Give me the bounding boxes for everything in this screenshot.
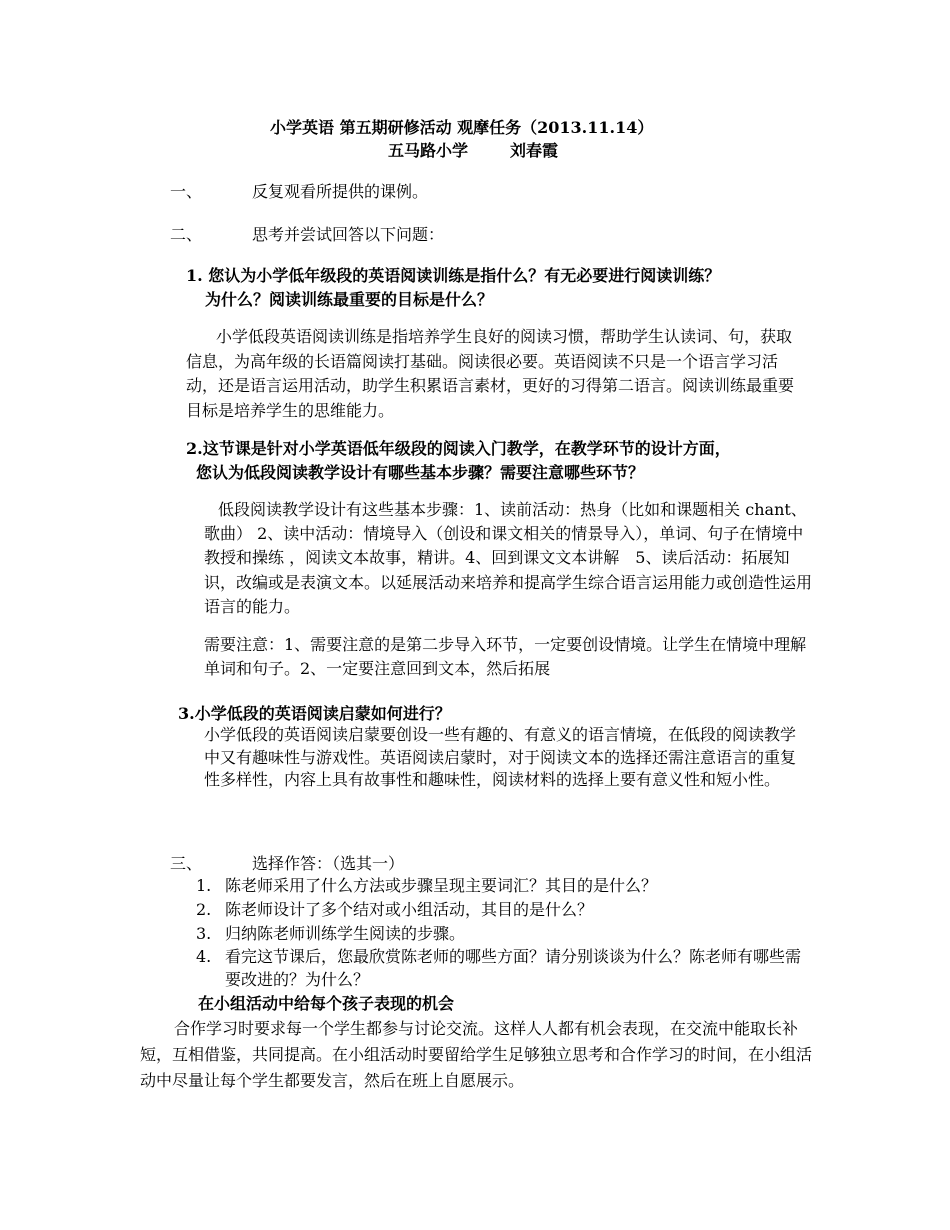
choice-item: 陈老师采用了什么方法或步骤呈现主要词汇？其目的是什么？ [225, 876, 658, 895]
choice-number: 3. [196, 924, 212, 943]
section2-marker: 二、 [170, 225, 203, 244]
section3-marker: 三、 [170, 854, 203, 873]
question1-line2: 为什么？阅读训练最重要的目标是什么？ [205, 290, 494, 309]
answer-paragraph: 合作学习时要求每一个学生都参与讨论交流。这样人人都有机会表现，在交流中能取长补短，互相借鉴，共同提高。在小组活动时要留给学生足够独立思考和合作学习的时间，在小组活动中尽量让每个学生都要发言，然后在班上自愿展示。 [140, 1019, 813, 1090]
document-title: 小学英语 第五期研修活动 观摩任务（2013.11.14） [270, 118, 654, 137]
section2-text: 思考并尝试回答以下问题： [252, 225, 445, 244]
question1-answer: 小学低段英语阅读训练是指培养学生良好的阅读习惯，帮助学生认读词、句，获取信息，为高年级的长语篇阅读打基础。阅读很必要。英语阅读不只是一个语言学习活动，还是语言运用活动，助学生积累语言素材，更好的习得第二语言。阅读训练最重要目标是培养学生的思维能力。 [186, 327, 795, 420]
section1-marker: 一、 [170, 182, 203, 201]
section1-text: 反复观看所提供的课例。 [252, 182, 429, 201]
choice-number: 4. [196, 947, 212, 966]
choice-number: 1. [196, 876, 212, 895]
choice-number: 2. [196, 900, 212, 919]
question3-line1: 3.小学低段的英语阅读启蒙如何进行？ [178, 704, 451, 723]
choice-item: 陈老师设计了多个结对或小组活动，其目的是什么？ [225, 900, 594, 919]
question1-line1: 1. 您认为小学低年级段的英语阅读训练是指什么？有无必要进行阅读训练？ [186, 266, 721, 285]
choice-item: 看完这节课后，您最欣赏陈老师的哪些方面？请分别谈谈为什么？陈老师有哪些需要改进的？为什么？ [225, 947, 802, 989]
question2-line1: 2.这节课是针对小学英语低年级段的阅读入门教学，在教学环节的设计方面， [186, 439, 731, 458]
question2-answer: 低段阅读教学设计有这些基本步骤：1、读前活动：热身（比如和课题相关 chant、歌曲） 2、读中活动：情境导入（创设和课文相关的情景导入），单词、句子在情境中教授和操练 ，阅读文本故事，精讲。4、回到课文文本讲解 5、读后活动：拓展知识，改编或是表演文本。以延展活动来培养和提高学生综合语言运用能力或创造性运用语言的能力。 [204, 500, 813, 616]
question2-line2: 您认为低段阅读教学设计有哪些基本步骤？需要注意哪些环节？ [196, 463, 645, 482]
author-name: 刘春霞 [510, 141, 559, 160]
question2-note: 需要注意：1、需要注意的是第二步导入环节，一定要创设情境。让学生在情境中理解单词和句子。2、一定要注意回到文本，然后拓展 [204, 635, 807, 678]
answer-heading: 在小组活动中给每个孩子表现的机会 [198, 994, 455, 1013]
section3-text: 选择作答：（选其一） [252, 854, 405, 873]
choice-item: 归纳陈老师训练学生阅读的步骤。 [225, 924, 466, 943]
school-name: 五马路小学 [388, 141, 469, 160]
question3-answer: 小学低段的英语阅读启蒙要创设一些有趣的、有意义的语言情境，在低段的阅读教学中又有趣味性与游戏性。英语阅读启蒙时，对于阅读文本的选择还需注意语言的重复性多样性，内容上具有故事性和趣味性，阅读材料的选择上要有意义性和短小性。 [204, 725, 797, 790]
